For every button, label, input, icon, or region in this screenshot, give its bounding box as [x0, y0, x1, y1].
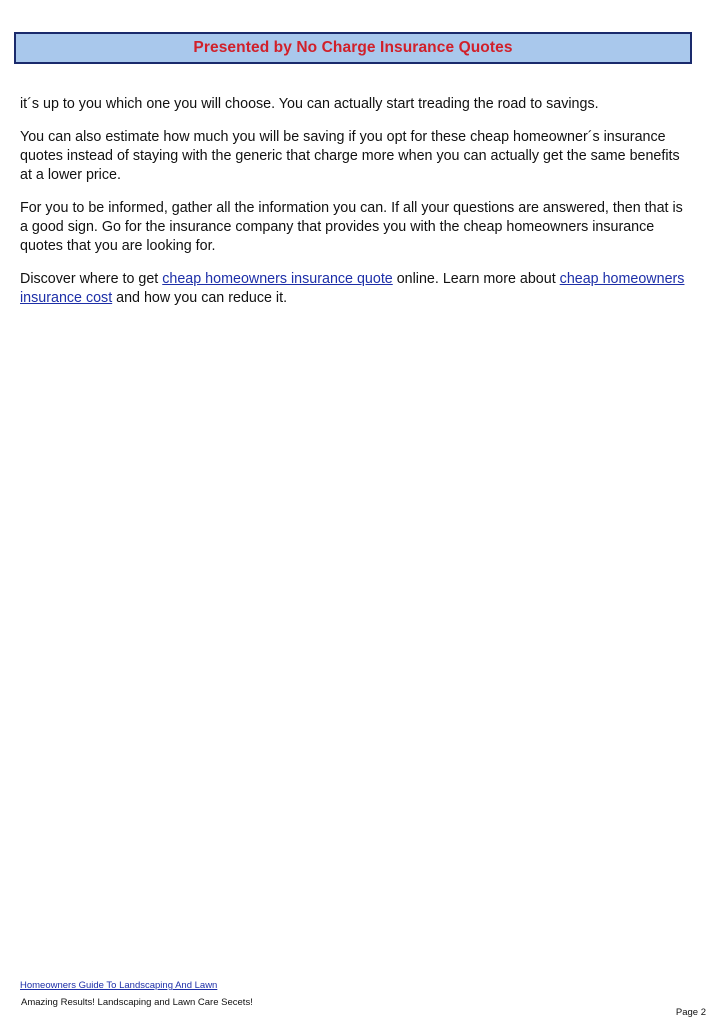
paragraph-2: You can also estimate how much you will be saving if you opt for these cheap homeowner´s insurance quotes instead of staying with the generic that charge more when you can actually get the same benefits at a lower price.: [20, 129, 680, 183]
footer-guide-link[interactable]: Homeowners Guide To Landscaping And Lawn: [20, 980, 218, 991]
paragraph-3: For you to be informed, gather all the information you can. If all your questions are answered, then that is a good sign. Go for the insurance company that provides you with the cheap homeowners insurance quotes that you are looking for.: [20, 200, 683, 254]
paragraph-4-text-2: online. Learn more about: [392, 271, 560, 287]
cheap-homeowners-insurance-cost-link[interactable]: cheap homeowners insurance cost: [20, 271, 685, 306]
paragraph-1: it´s up to you which one you will choose. You can actually start treading the road to savings.: [20, 96, 599, 112]
cheap-homeowners-insurance-quote-link[interactable]: cheap homeowners insurance quote: [162, 271, 393, 287]
header-banner: [14, 32, 692, 64]
paragraph-4: [20, 270, 692, 308]
paragraph-4-text-3: and how you can reduce it.: [112, 290, 288, 306]
article-body: [20, 95, 692, 322]
paragraph-4-text-1: Discover where to get: [20, 271, 163, 287]
footer-tagline: Amazing Results! Landscaping and Lawn Care Secets!: [21, 997, 253, 1008]
page-number: Page 2: [675, 1007, 706, 1018]
header-title: Presented by No Charge Insurance Quotes: [193, 39, 513, 56]
